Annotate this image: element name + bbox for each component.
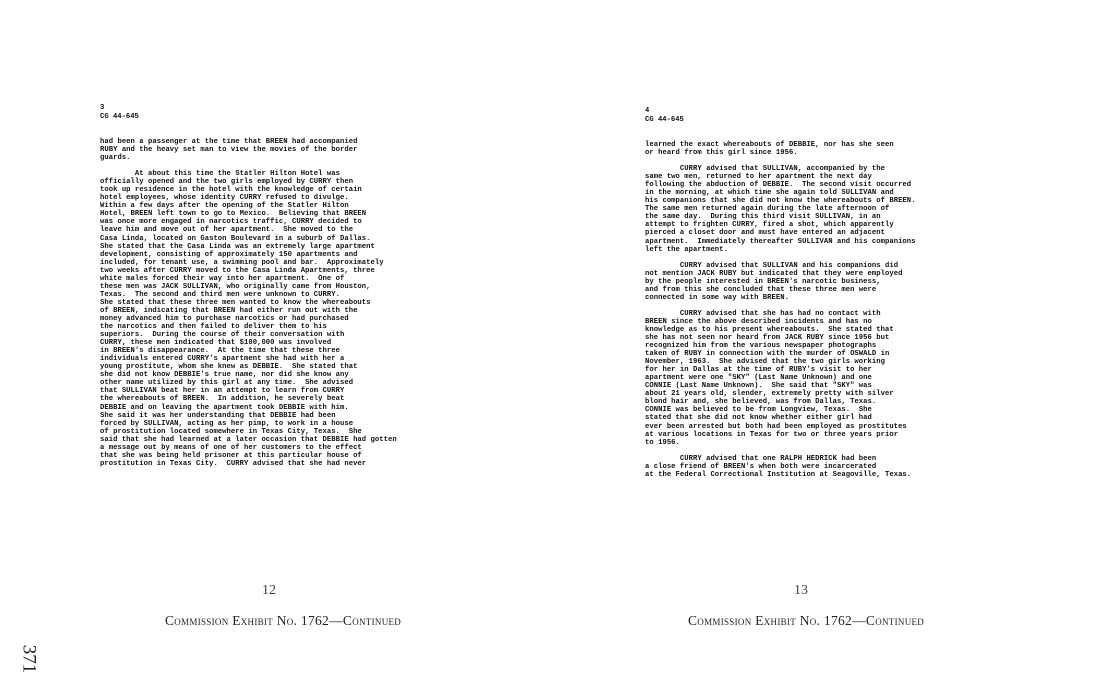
page-body [645, 141, 1005, 479]
exhibit-caption: Commission Exhibit No. 1762—Continued [165, 613, 402, 628]
footer-page-number: 12 [262, 583, 276, 598]
page-body [100, 138, 520, 468]
page-number: 3 [100, 104, 105, 112]
paragraph: learned the exact whereabouts of DEBBIE, nor has she seen or heard from this girl since 1956. [645, 141, 894, 158]
paragraph: had been a passenger at the time that BREEN had accompanied RUBY and the heavy set man to view the movies of the border guards. [100, 138, 358, 163]
left-page [100, 0, 520, 476]
right-page [645, 0, 1005, 487]
paragraph: CURRY advised that she has had no contact with BREEN since the above described incidents and has no knowledge as to his present whereabouts. She stated that she has not seen nor heard from JACK RUBY since 1956 but recognized him from the various newspaper photographs taken of RUBY in connection with the murder of OSWALD in November, 1963. She advised that the two girls working for her in Dallas at the time of RUBY's visit to her apartment were one "SKY" (Last Name Unknown) and one CONNIE (Last Name Unknown). She said that "SKY" was about 21 years old, slender, extremely pretty with silver blond hair and, she believed, was from Dallas, Texas. CONNIE was believed to be from Longview, Texas. She stated that she did not know whether either girl had ever been arrested but both had been employed as prostitutes at various locations in Texas for two or three years prior to 1956. [645, 309, 907, 447]
exhibit-caption: Commission Exhibit No. 1762—Continued [688, 613, 925, 628]
paragraph: At about this time the Statler Hilton Hotel was officially opened and the two girls employed by CURRY then took up residence in the hotel with the knowledge of certain hotel employees, whose identity CURRY refused to divulge. Within a few days after the opening of the Statler Hilton Hotel, BREEN left town to go to Mexico. Believing that BREEN was once more engaged in narcotics traffic, CURRY decided to leave him and move out of her apartment. She moved to the Casa Linda, located on Gaston Boulevard in a suburb of Dallas. She stated that the Casa Linda was an extremely large apartment development, consisting of approximately 150 apartments and included, for tenant use, a swimming pool and bar. Approximately two weeks after CURRY moved to the Casa Linda Apartments, three white males forced their way into her apartment. One of these men was JACK SULLIVAN, who originally came from Houston, Texas. The second and third men were unknown to CURRY. She stated that these three men wanted to know the whereabouts of BREEN, indicating that BREEN had either run out with the money advanced him to purchase narcotics or had purchased the narcotics and then failed to deliver them to his superiors. During the course of their conversation with CURRY, these men indicated that $180,000 was involved in BREEN's disappearance. At the time that these three individuals entered CURRY's apartment she had with her a young prostitute, whom she knew as DEBBIE. She stated that she did not know DEBBIE's true name, nor did she know any other name utilized by this girl at any time. She advised that SULLIVAN beat her in an attempt to learn from CURRY the whereabouts of BREEN. In addition, he severely beat DEBBIE and on leaving the apartment took DEBBIE with him. She said it was her understanding that DEBBIE had been forced by SULLIVAN, acting as her pimp, to work in a house of prostitution located somewhere in Texas City, Texas. She said that she had learned at a later occasion that DEBBIE had gotten a message out by means of one of her customers to the effect that she was being held prisoner at this particular house of prostitution in Texas City. CURRY advised that she had never [100, 170, 397, 468]
page-number: 4 [645, 107, 650, 115]
file-number: CG 44-645 [100, 113, 139, 121]
paragraph: CURRY advised that one RALPH HEDRICK had been a close friend of BREEN's when both were incarcerated at the Federal Correctional Institution at Seagoville, Texas. [645, 454, 912, 479]
side-page-number: 371 [18, 644, 40, 674]
file-number: CG 44-645 [645, 116, 684, 124]
paragraph: CURRY advised that SULLIVAN and his companions did not mention JACK RUBY but indicated that they were employed by the people interested in BREEN's narcotic business, and from this she concluded that these three men were connected in some way with BREEN. [645, 261, 903, 302]
footer-page-number: 13 [794, 583, 808, 598]
paragraph: CURRY advised that SULLIVAN, accompanied by the same two men, returned to her apartment the next day following the abduction of DEBBIE. The second visit occurred in the morning, at which time she again told SULLIVAN and his companions that she did not know the whereabouts of BREEN. The same men returned again during the late afternoon of the same day. During this third visit SULLIVAN, in an attempt to frighten CURRY, fired a shot, which apparently pierced a closet door and must have entered an adjacent apartment. Immediately thereafter SULLIVAN and his companions left the apartment. [645, 165, 916, 254]
